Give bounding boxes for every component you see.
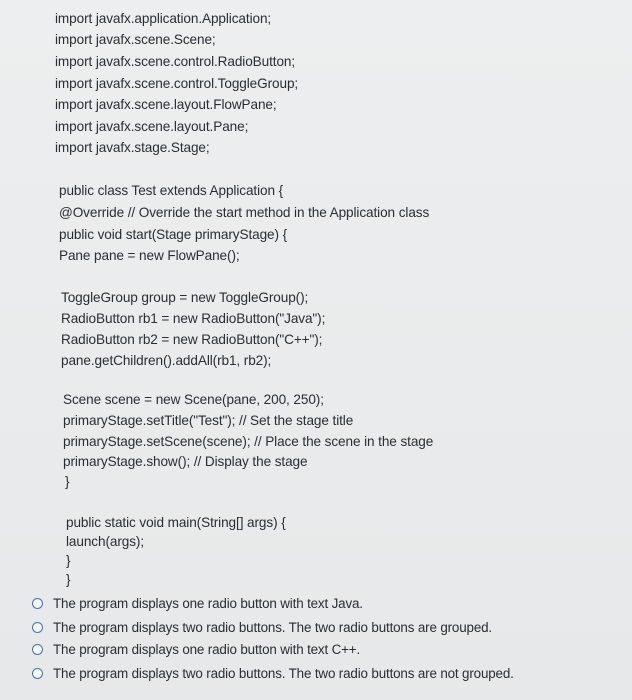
code-line: import javafx.scene.control.RadioButton; (55, 54, 296, 69)
code-line: } (66, 572, 71, 587)
code-line: primaryStage.setTitle("Test"); // Set the stage title (63, 413, 354, 428)
code-line: launch(args); (66, 534, 145, 549)
code-line: Pane pane = new FlowPane(); (59, 248, 240, 263)
code-line: public class Test extends Application { (59, 183, 284, 198)
code-line: import javafx.application.Application; (55, 11, 272, 26)
radio-icon[interactable] (32, 622, 43, 633)
radio-icon[interactable] (32, 598, 43, 609)
code-line: } (65, 474, 70, 489)
code-line: RadioButton rb1 = new RadioButton("Java"); (61, 311, 326, 326)
code-line: primaryStage.setScene(scene); // Place the scene in the stage (63, 434, 434, 449)
code-line: import javafx.scene.Scene; (55, 32, 216, 47)
code-line: public void start(Stage primaryStage) { (59, 227, 288, 242)
code-line: import javafx.scene.control.ToggleGroup; (55, 76, 299, 91)
radio-icon[interactable] (32, 668, 43, 679)
code-line: primaryStage.show(); // Display the stage (63, 454, 308, 469)
code-line: RadioButton rb2 = new RadioButton("C++"); (61, 332, 323, 347)
code-line: pane.getChildren().addAll(rb1, rb2); (61, 353, 272, 368)
code-line: import javafx.scene.layout.FlowPane; (55, 97, 277, 112)
answer-option[interactable] (32, 639, 360, 659)
code-line: ToggleGroup group = new ToggleGroup(); (61, 290, 309, 305)
code-line: import javafx.scene.layout.Pane; (55, 119, 249, 134)
answer-option[interactable] (32, 617, 492, 637)
answer-option[interactable] (32, 663, 514, 683)
code-line: @Override // Override the start method in the Application class (59, 205, 430, 220)
answer-option-label: The program displays two radio buttons. The two radio buttons are grouped. (53, 619, 492, 635)
radio-icon[interactable] (32, 644, 43, 655)
answer-option-label: The program displays two radio buttons. The two radio buttons are not grouped. (53, 665, 514, 681)
code-line: import javafx.stage.Stage; (55, 140, 210, 155)
answer-option[interactable] (32, 593, 363, 613)
answer-option-label: The program displays one radio button with text C++. (53, 641, 361, 657)
answer-option-label: The program displays one radio button with text Java. (53, 595, 363, 611)
code-line: public static void main(String[] args) { (66, 515, 286, 530)
code-line: Scene scene = new Scene(pane, 200, 250); (63, 392, 324, 407)
code-line: } (66, 553, 71, 568)
